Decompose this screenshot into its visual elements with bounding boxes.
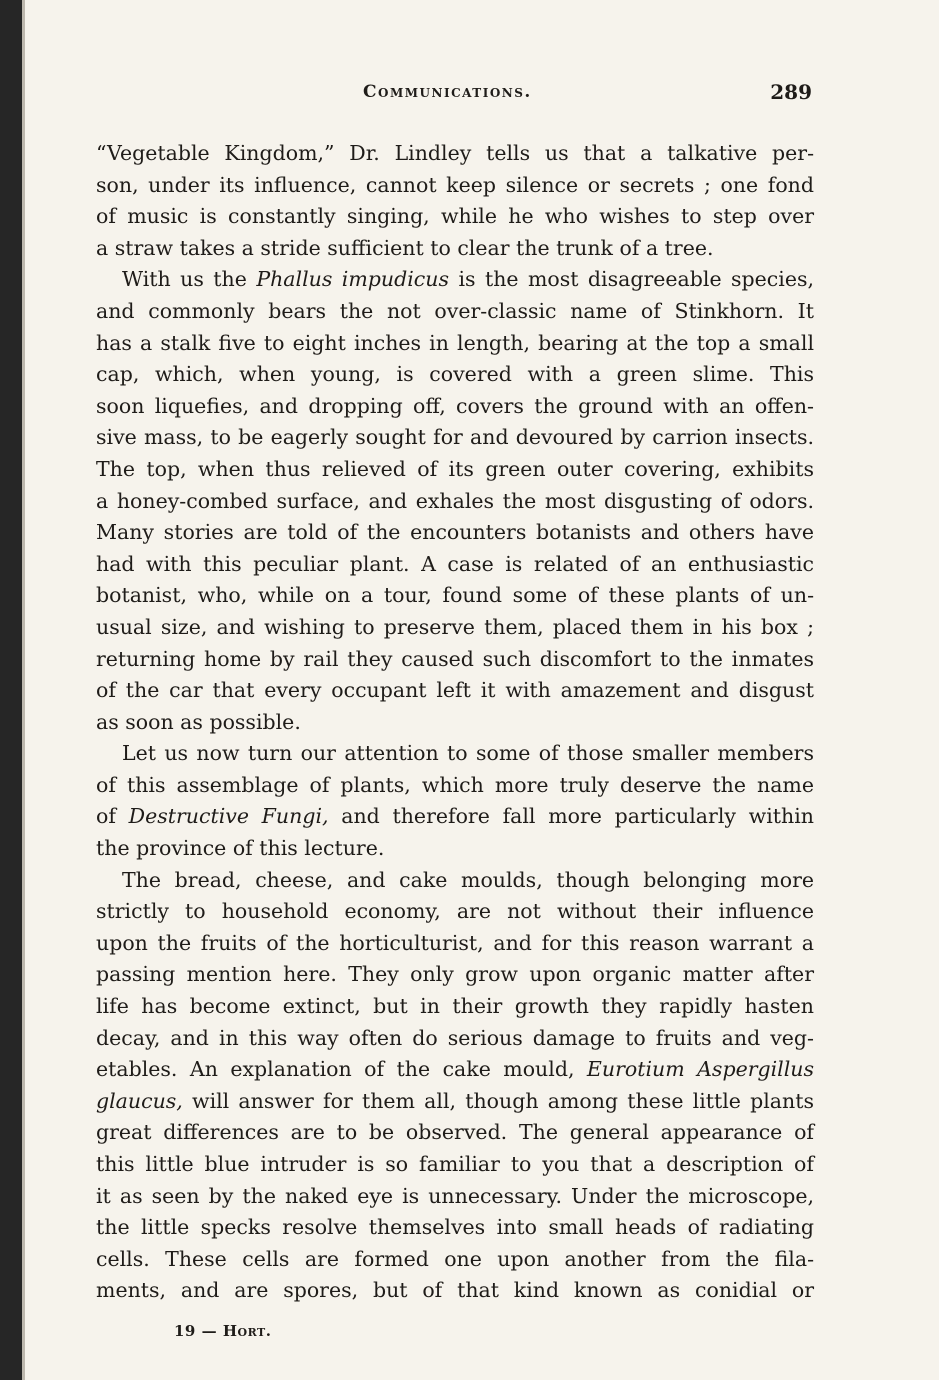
- text-line: decay, and in this way often do serious damage to fruits and veg-: [96, 1025, 814, 1050]
- text-line: usual size, and wishing to preserve them, placed them in his box ;: [96, 614, 814, 639]
- text-span: will answer for them all, though among these little plants: [182, 1088, 814, 1113]
- text-line: a straw takes a stride sufficient to clear the trunk of a tree.: [96, 235, 714, 260]
- text-span: and therefore fall more particularly within: [328, 804, 814, 829]
- text-line: upon the fruits of the horticulturist, and for this reason warrant a: [96, 930, 814, 955]
- signature-mark: [174, 1322, 271, 1340]
- text-line: ments, and are spores, but of that kind known as conidial or: [96, 1278, 814, 1303]
- page-gutter-edge: [22, 0, 25, 1380]
- species-name: Eurotium Aspergillus: [586, 1057, 815, 1082]
- text-line: returning home by rail they caused such discomfort to the inmates: [96, 646, 814, 671]
- text-line: son, under its influence, cannot keep silence or secrets ; one fond: [96, 172, 814, 197]
- running-head: Communications.: [363, 82, 532, 102]
- signature-number: 19 —: [174, 1322, 223, 1340]
- text-line: of this assemblage of plants, which more truly deserve the name: [96, 772, 814, 797]
- page-number: 289: [770, 80, 812, 104]
- text-span: With us the: [122, 267, 257, 292]
- text-line: strictly to household economy, are not without their influence: [96, 899, 814, 924]
- species-name: Phallus impudicus: [256, 267, 450, 292]
- text-span: etables. An explanation of the cake mould,: [96, 1057, 587, 1082]
- text-line: Many stories are told of the encounters botanists and others have: [96, 520, 814, 545]
- book-page: [96, 0, 814, 1380]
- text-line: life has become extinct, but in their growth they rapidly hasten: [96, 994, 814, 1019]
- text-line: it as seen by the naked eye is unnecessary. Under the microscope,: [96, 1183, 814, 1208]
- text-line: botanist, who, while on a tour, found some of these plants of un-: [96, 583, 814, 608]
- text-line: The top, when thus relieved of its green outer covering, exhibits: [96, 456, 814, 481]
- text-line: had with this peculiar plant. A case is related of an enthusiastic: [96, 551, 814, 576]
- text-span: is the most disagreeable species,: [449, 267, 814, 292]
- text-line: great differences are to be observed. The general appearance of: [96, 1120, 814, 1145]
- text-line: passing mention here. They only grow upon organic matter after: [96, 962, 814, 987]
- book-spine-shadow: [0, 0, 22, 1380]
- text-line: Let us now turn our attention to some of those smaller members: [122, 741, 814, 766]
- text-line: has a stalk five to eight inches in length, bearing at the top a small: [96, 330, 814, 355]
- text-line: sive mass, to be eagerly sought for and devoured by carrion insects.: [96, 425, 814, 450]
- text-line: The bread, cheese, and cake moulds, though belonging more: [122, 867, 814, 892]
- text-line: [96, 264, 814, 296]
- text-line: of music is constantly singing, while he who wishes to step over: [96, 204, 814, 229]
- body-text: [96, 138, 814, 1307]
- text-line: this little blue intruder is so familiar to you that a description of: [96, 1152, 814, 1176]
- text-line: as soon as possible.: [96, 709, 301, 734]
- text-line: [96, 1054, 814, 1086]
- signature-word: Hort.: [222, 1322, 272, 1340]
- species-name: glaucus,: [96, 1088, 183, 1113]
- text-line: soon liquefies, and dropping off, covers the ground with an offen-: [96, 393, 814, 418]
- text-line: the province of this lecture.: [96, 836, 385, 861]
- text-line: cap, which, when young, is covered with a green slime. This: [96, 362, 814, 387]
- text-line: of the car that every occupant left it with amazement and disgust: [96, 678, 814, 703]
- text-line: and commonly bears the not over-classic name of Stinkhorn. It: [96, 298, 814, 323]
- text-line: the little specks resolve themselves into small heads of radiating: [96, 1215, 814, 1240]
- text-line: [96, 1086, 814, 1118]
- text-line: cells. These cells are formed one upon another from the fila-: [96, 1246, 814, 1271]
- text-line: [96, 801, 814, 833]
- page-header: [96, 82, 814, 110]
- text-span: of: [96, 804, 129, 829]
- text-line: a honey-combed surface, and exhales the most disgusting of odors.: [96, 488, 814, 513]
- text-line: “Vegetable Kingdom,” Dr. Lindley tells us that a talkative per-: [96, 141, 814, 165]
- italic-term: Destructive Fungi,: [128, 804, 329, 829]
